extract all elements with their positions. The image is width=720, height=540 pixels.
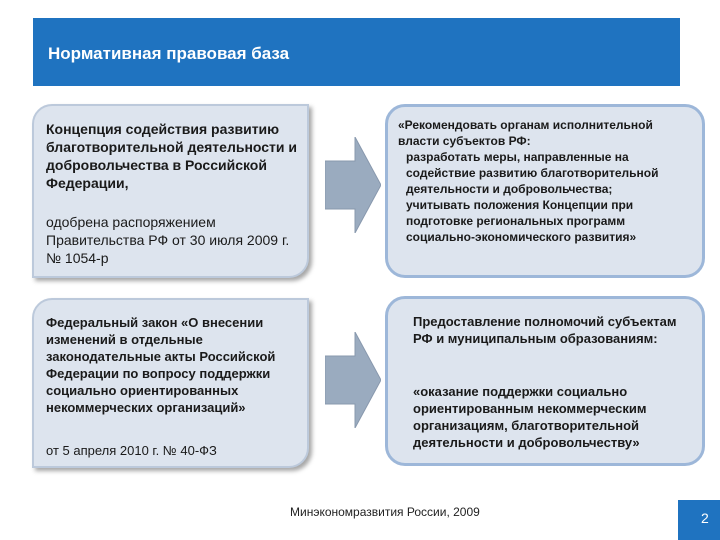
recommendation-line-3: учитывать положения Концепции при подготовке региональных программ социально-экономического развития» <box>406 198 637 244</box>
page-title: Нормативная правовая база <box>48 44 290 63</box>
recommendation-box <box>385 104 705 278</box>
page-number-label: 2 <box>701 510 709 526</box>
concept-box <box>32 104 309 278</box>
powers-box <box>385 296 705 466</box>
recommendation-line-1: «Рекомендовать органам исполнительной власти субъектов РФ: <box>398 118 653 148</box>
arrow-right-icon <box>325 137 381 233</box>
recommendation-line-2: разработать меры, направленные на содействие развитию благотворительной деятельности и добровольчества; <box>406 150 659 196</box>
federal-law-date: от 5 апреля 2010 г. № 40-ФЗ <box>46 443 217 458</box>
federal-law-box <box>32 298 309 468</box>
header-bar <box>33 18 680 86</box>
federal-law-title: Федеральный закон «О внесении изменений в отдельные законодательные акты Российской Федерации по вопросу поддержки социально ориентированных некоммерческих организаций» <box>46 315 276 415</box>
powers-intro: Предоставление полномочий субъектам РФ и муниципальным образованиям: <box>413 314 677 346</box>
concept-title: Концепция содействия развитию благотворительной деятельности и добровольчества в Российской Федерации, <box>46 121 298 191</box>
page-number <box>678 500 720 540</box>
concept-subtitle: одобрена распоряжением Правительства РФ от 30 июля 2009 г. № 1054-р <box>46 214 290 266</box>
arrow-right-icon <box>325 332 381 428</box>
recommendation-text <box>398 117 694 245</box>
footer-source: Минэкономразвития России, 2009 <box>290 505 480 519</box>
powers-quote: «оказание поддержки социально ориентированным некоммерческим организациям, благотворительной деятельности и добровольчеству» <box>413 384 647 450</box>
